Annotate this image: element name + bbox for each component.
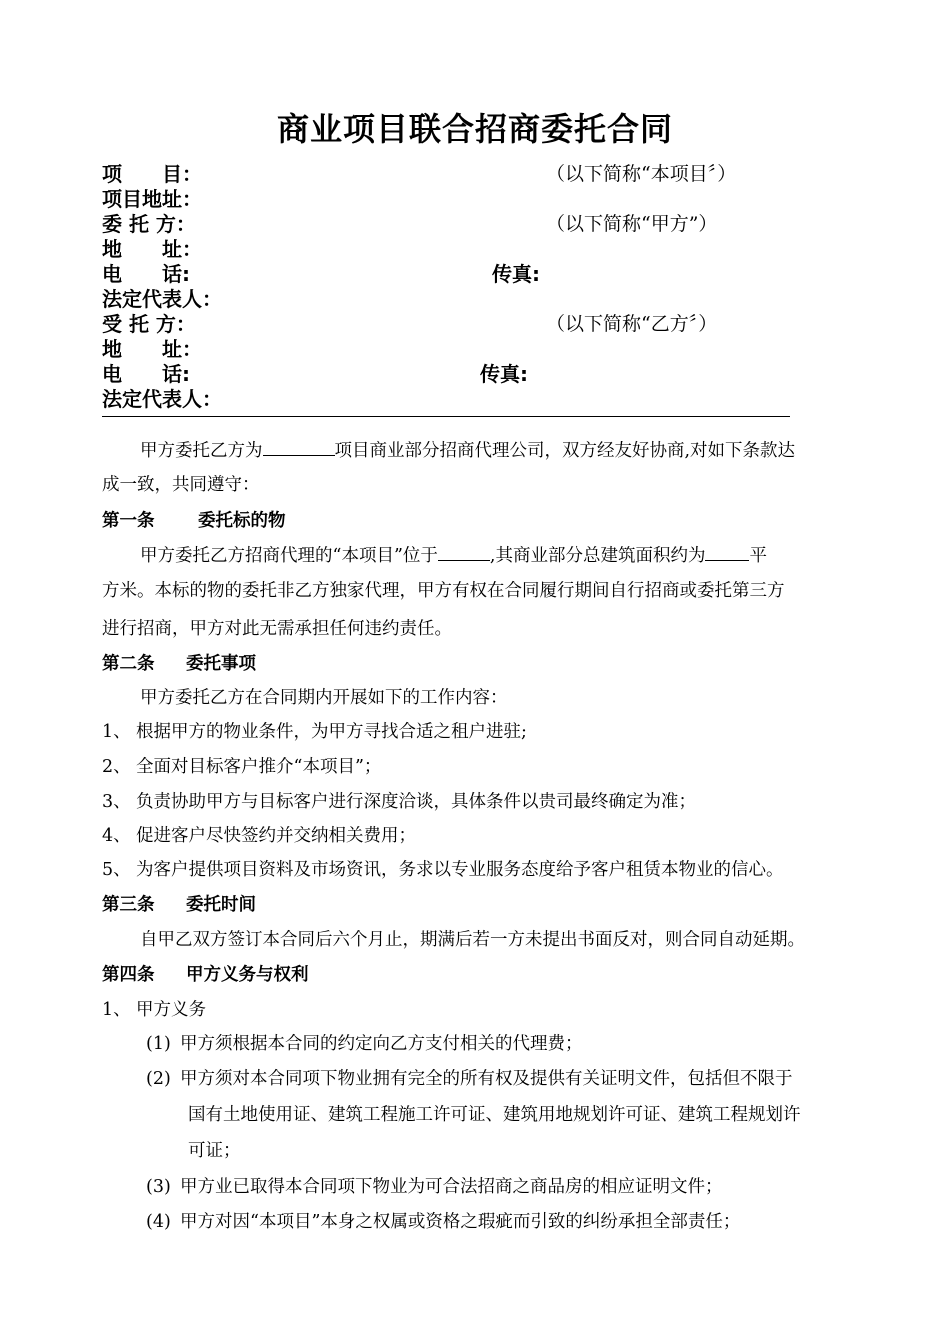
- field-agent-phone-label: 电 话:: [102, 362, 190, 386]
- article-1-line1: 甲方委托乙方招商代理的“本项目”位于 ,其商业部分总建筑面积约为 平: [140, 542, 767, 568]
- article-3-heading: 第三条 委托时间: [102, 895, 256, 915]
- field-principal-note: （以下简称“甲方”）: [546, 213, 718, 235]
- article-1-line2: 方米。本标的物的委托非乙方独家代理，甲方有权在合同履行期间自行招商或委托第三方: [102, 581, 785, 601]
- intro-paragraph-line1: 甲方委托乙方为 项目商业部分招商代理公司，双方经友好协商,对如下条款达: [140, 437, 795, 463]
- field-principal-phone-label: 电 话:: [102, 262, 190, 286]
- field-project-address-label: 项目地址：: [102, 187, 202, 211]
- field-principal-address-label: 地 址：: [102, 237, 202, 261]
- list-item: (1) 甲方须根据本合同的约定向乙方支付相关的代理费；: [146, 1034, 583, 1054]
- list-item: (4) 甲方对因“本项目”本身之权属或资格之瑕疵而引致的纠纷承担全部责任；: [146, 1212, 741, 1232]
- list-item: 5、 为客户提供项目资料及市场资讯，务求以专业服务态度给予客户租赁本物业的信心。: [102, 860, 784, 880]
- list-item: 4、 促进客户尽快签约并交纳相关费用；: [102, 826, 416, 846]
- field-principal-label: 委 托 方：: [102, 212, 196, 236]
- intro-paragraph-line2: 成一致，共同遵守：: [102, 475, 260, 495]
- field-project-note: （以下简称“本项目〞）: [546, 163, 737, 185]
- field-agent-fax-label: 传真:: [480, 362, 528, 386]
- project-name-blank: [263, 437, 335, 456]
- article-1-heading: 第一条 委托标的物: [102, 511, 286, 531]
- area-blank: [705, 542, 749, 561]
- article-1-line3: 进行招商，甲方对此无需承担任何违约责任。: [102, 619, 452, 639]
- field-principal-rep-label: 法定代表人：: [102, 287, 222, 311]
- article-4-sub1: 1、 甲方义务: [102, 1000, 206, 1020]
- article-2-lead: 甲方委托乙方在合同期内开展如下的工作内容：: [140, 688, 508, 708]
- list-item: 3、 负责协助甲方与目标客户进行深度洽谈，具体条件以贵司最终确定为准；: [102, 792, 696, 812]
- list-item: (2) 甲方须对本合同项下物业拥有完全的所有权及提供有关证明文件，包括但不限于: [146, 1069, 793, 1089]
- field-principal-fax-label: 传真:: [492, 262, 540, 286]
- location-blank: [438, 542, 490, 561]
- field-project-label: 项 目：: [102, 162, 202, 186]
- article-3-text: 自甲乙双方签订本合同后六个月止，期满后若一方未提出书面反对，则合同自动延期。: [140, 930, 805, 950]
- field-agent-rep-label: 法定代表人：: [102, 387, 222, 411]
- list-item: 2、 全面对目标客户推介“本项目”；: [102, 757, 382, 777]
- header-divider: [102, 416, 790, 417]
- list-item-continuation: 国有土地使用证、建筑工程施工许可证、建筑用地规划许可证、建筑工程规划许: [188, 1105, 801, 1125]
- article-4-heading: 第四条 甲方义务与权利: [102, 965, 309, 985]
- list-item: 1、 根据甲方的物业条件，为甲方寻找合适之租户进驻;: [102, 722, 527, 742]
- article-2-heading: 第二条 委托事项: [102, 654, 256, 674]
- field-agent-note: （以下简称“乙方〞）: [546, 313, 718, 335]
- field-agent-address-label: 地 址：: [102, 337, 202, 361]
- field-agent-label: 受 托 方：: [102, 312, 196, 336]
- list-item: (3) 甲方业已取得本合同项下物业为可合法招商之商品房的相应证明文件；: [146, 1177, 723, 1197]
- document-title: 商业项目联合招商委托合同: [276, 110, 673, 148]
- list-item-continuation: 可证；: [188, 1141, 241, 1161]
